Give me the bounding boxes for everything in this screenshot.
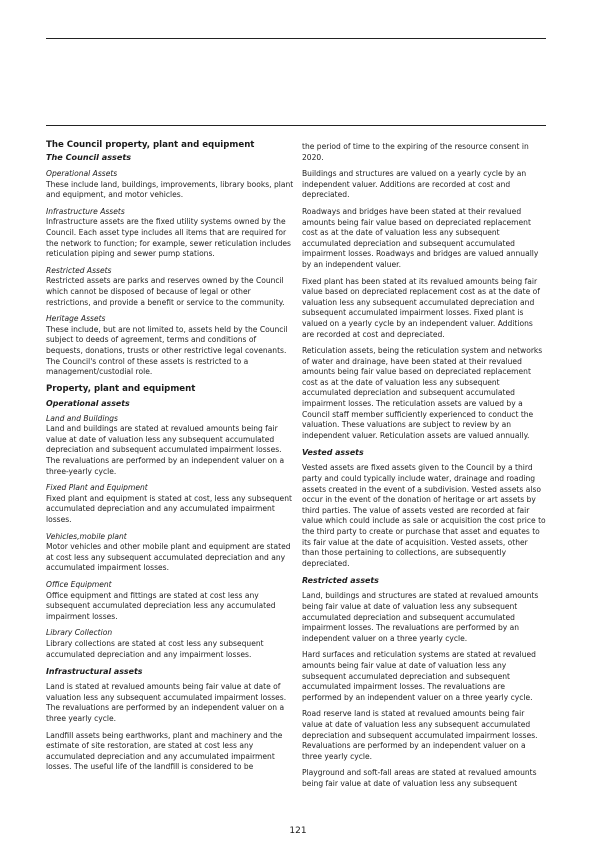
left-column (46, 140, 294, 779)
vehicles-block (46, 532, 294, 574)
section-title: The Council property, plant and equipment (46, 140, 255, 150)
subheading: Infrastructure Assets (46, 206, 125, 216)
fixed-plant-block (46, 483, 294, 525)
infrastructure-assets-block (46, 207, 294, 260)
subheading: Fixed Plant and Equipment (46, 483, 148, 493)
paragraph: Fixed plant and equipment is stated at cost, less any subsequent accumulated depreciation and any accumulated impairment losses. (46, 493, 292, 525)
infrastructural-heading: Infrastructural assets (46, 667, 143, 677)
land-buildings-block (46, 414, 294, 478)
top-rule (46, 38, 546, 39)
paragraph: Vested assets are fixed assets given to the Council by a third party and could typically include water, drainage and roading assets created in the event of a subdivision. Vested assets also occur in the event of the donation of heritage or art assets by third parties. The value of assets vested are recorded at fair value which could include as sale or acquisition the cost price to the third party to create or purchase that asset and equates to its fair value at the date of acquisition. Vested assets, other than those pertaining to collections, are subsequently depreciated. (302, 463, 546, 568)
subheading: Land and Buildings (46, 413, 118, 423)
paragraph: Motor vehicles and other mobile plant and equipment are stated at cost less any subsequent accumulated depreciation and any accumulated impairment losses. (46, 542, 291, 573)
paragraph: the period of time to the expiring of the resource consent in 2020. (302, 142, 529, 162)
paragraph: Office equipment and fittings are stated at cost less any subsequent accumulated depreciation less any accumulated impairment losses. (46, 590, 276, 621)
right-column (302, 142, 546, 795)
paragraph: Land and buildings are stated at revalued amounts being fair value at date of valuation less any subsequent accumulated depreciation and subsequent accumulated impairment losses. The revaluations are performed by an independent valuer on a three-yearly cycle. (46, 424, 285, 476)
ppe-title: Property, plant and equipment (46, 383, 196, 394)
vested-assets-heading: Vested assets (302, 448, 364, 458)
restricted-assets-heading: Restricted assets (302, 576, 379, 586)
operational-heading: Operational assets (46, 398, 130, 408)
heritage-assets-block (46, 314, 294, 378)
paragraph: Fixed plant has been stated at its revalued amounts being fair value based on depreciated replacement cost as at the date of valuation less any subsequent accumulated depreciation and subsequent accumulated impairment losses. Fixed plant is valued on a yearly cycle by an independent valuer. Additions are recorded at cost and depreciated. (302, 276, 540, 339)
paragraph: Reticulation assets, being the reticulation system and networks of water and drainage, have been stated at their revalued amounts being fair value based on depreciated replacement cost as at the date of valuation less any subsequent accumulated depreciation and subsequent accumulated impairment losses. The reticulation assets are valued by a Council staff member sufficiently experienced to conduct the valuation. These valuations are subject to review by an independent valuer. Reticulation assets are valued annually. (302, 346, 543, 440)
paragraph: Infrastructure assets are the fixed utility systems owned by the Council. Each asset type includes all items that are required for the network to function; for example, sewer reticulation includes reticulation piping and sewer pump stations. (46, 217, 291, 259)
paragraph: Playground and soft-fall areas are stated at revalued amounts being fair value at date of valuation less any subsequent (302, 768, 537, 788)
page-number: 121 (289, 826, 307, 836)
council-assets-heading: The Council assets (46, 152, 132, 162)
land-paragraph: Land is stated at revalued amounts being fair value at date of valuation less any subsequent accumulated impairment losses. The revaluations are performed by an independent valuer on a three yearly cycle. (46, 682, 287, 723)
office-equipment-block (46, 580, 294, 622)
paragraph: Road reserve land is stated at revalued amounts being fair value at date of valuation less any subsequent accumulated depreciation and subsequent accumulated impairment losses. Revaluations are performed by an independent valuer on a three yearly cycle. (302, 709, 538, 761)
operational-assets-block (46, 169, 294, 201)
subheading: Library Collection (46, 628, 113, 638)
paragraph: Roadways and bridges have been stated at their revalued amounts being fair value based on depreciated replacement cost as at the date of valuation less any subsequent accumulated depreciation and subsequent accumulated impairment losses. Roadways and bridges are valued annually by an independent valuer. (302, 206, 539, 269)
paragraph: These include land, buildings, improvements, library books, plant and equipment, and motor vehicles. (46, 179, 294, 200)
paragraph: Restricted assets are parks and reserves owned by the Council which cannot be disposed of because of legal or other restrictions, and provide a benefit or service to the community. (46, 276, 285, 307)
subheading: Heritage Assets (46, 314, 106, 324)
landfill-paragraph: Landfill assets being earthworks, plant and machinery and the estimate of site restoration, are stated at cost less any accumulated depreciation and any accumulated impairment losses. The useful life of the landfill is considered to be (46, 730, 283, 772)
paragraph: Library collections are stated at cost less any subsequent accumulated depreciation and any impairment losses. (46, 638, 264, 659)
paragraph: Land, buildings and structures are stated at revalued amounts being fair value at date of valuation less any subsequent accumulated depreciation and subsequent accumulated impairment losses. The revaluations are performed by an independent valuer on a three yearly cycle. (302, 591, 539, 643)
subheading: Office Equipment (46, 580, 112, 589)
paragraph: These include, but are not limited to, assets held by the Council subject to deeds of agreement, terms and conditions of bequests, donations, trusts or other restrictive legal covenants. The Council's control of these assets is restricted to a management/custodial role. (46, 324, 288, 377)
restricted-assets-block (46, 266, 294, 308)
subheading: Operational Assets (46, 169, 118, 178)
paragraph: Buildings and structures are valued on a yearly cycle by an independent valuer. Additions are recorded at cost and depreciated. (302, 169, 527, 200)
section-rule (46, 125, 546, 126)
subheading: Restricted Assets (46, 265, 112, 275)
subheading: Vehicles,mobile plant (46, 531, 127, 541)
library-block (46, 628, 294, 660)
paragraph: Hard surfaces and reticulation systems are stated at revalued amounts being fair value at date of valuation less any subsequent accumulated depreciation and subsequent accumulated impairment losses. The revaluations are performed by an independent valuer on a three yearly cycle. (302, 650, 536, 702)
